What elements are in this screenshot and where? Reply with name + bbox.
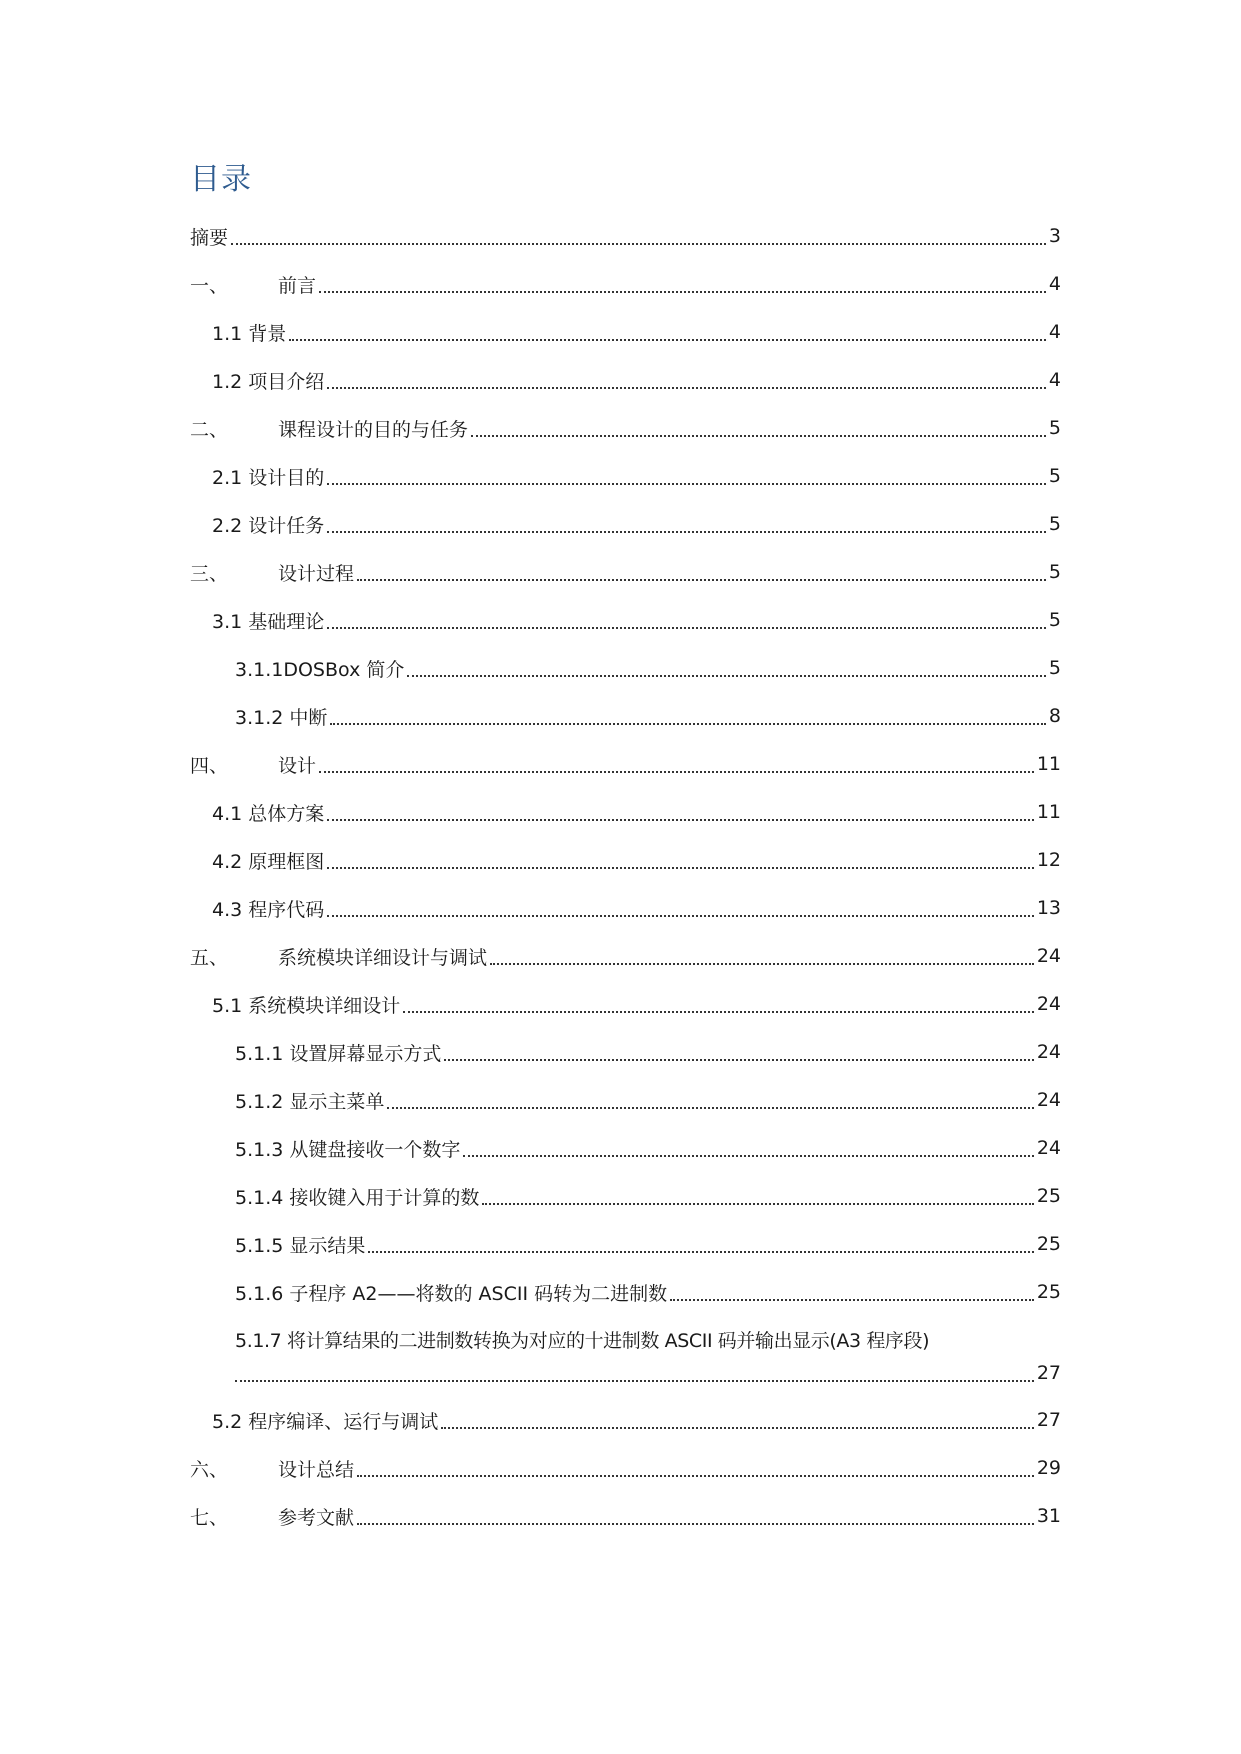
toc-entry-page: 13 [1036,897,1061,919]
toc-entry[interactable] [190,212,1061,260]
toc-entry[interactable] [190,980,1061,1028]
dot-leader [357,1474,1034,1477]
toc-entry[interactable] [190,1316,1061,1396]
dot-leader [357,1522,1034,1525]
toc-entry[interactable] [190,1220,1061,1268]
dot-leader [327,530,1046,533]
dot-leader [235,1379,1034,1382]
toc-entry-page: 29 [1036,1457,1061,1479]
dot-leader [490,962,1034,965]
dot-leader [368,1250,1033,1253]
toc-entry[interactable] [190,308,1061,356]
toc-entry-text: 5.1.5 显示结果 [235,1234,366,1257]
dot-leader [482,1202,1033,1205]
toc-entry-number: 五、 [190,946,229,969]
toc-entry-text: 1.2 项目介绍 [212,370,325,393]
dot-leader [327,818,1034,821]
dot-leader [327,482,1046,485]
table-of-contents [190,212,1061,1540]
toc-entry-text: 5.1.1 设置屏幕显示方式 [235,1042,442,1065]
toc-entry[interactable] [190,1172,1061,1220]
toc-entry-page: 5 [1048,657,1061,679]
toc-entry-text: 5.1 系统模块详细设计 [212,994,401,1017]
toc-entry-page: 24 [1036,1041,1061,1063]
toc-entry[interactable] [190,452,1061,500]
toc-entry[interactable] [190,1124,1061,1172]
toc-entry[interactable] [190,500,1061,548]
toc-entry-page: 12 [1036,849,1061,871]
dot-leader [327,626,1046,629]
dot-leader [231,242,1046,245]
toc-entry[interactable] [190,356,1061,404]
dot-leader [319,290,1046,293]
toc-entry[interactable] [190,1492,1061,1540]
toc-entry-text: 5.1.6 子程序 A2——将数的 ASCII 码转为二进制数 [235,1282,668,1305]
toc-entry[interactable] [190,596,1061,644]
toc-entry-page: 24 [1036,945,1061,967]
toc-entry[interactable] [190,644,1061,692]
dot-leader [327,866,1034,869]
toc-entry-page: 27 [1036,1362,1061,1384]
toc-entry-text: 2.2 设计任务 [212,514,325,537]
toc-entry[interactable] [190,740,1061,788]
toc-entry[interactable] [190,1076,1061,1124]
toc-entry-text: 3.1.2 中断 [235,706,328,729]
toc-entry-text: 4.3 程序代码 [212,898,325,921]
toc-entry-text: 1.1 背景 [212,322,287,345]
toc-entry-text: 设计 [278,754,317,777]
toc-entry[interactable] [190,692,1061,740]
toc-entry-page: 3 [1048,225,1061,247]
toc-entry-text: 4.2 原理框图 [212,850,325,873]
toc-entry-page: 4 [1048,369,1061,391]
toc-entry[interactable] [190,1028,1061,1076]
toc-entry-page: 27 [1036,1409,1061,1431]
toc-entry-text: 3.1 基础理论 [212,610,325,633]
toc-entry[interactable] [190,1444,1061,1492]
toc-entry-text: 4.1 总体方案 [212,802,325,825]
toc-entry-page: 11 [1036,753,1061,775]
toc-entry-page: 5 [1048,465,1061,487]
toc-entry-text: 课程设计的目的与任务 [278,418,469,441]
toc-entry-text: 5.1.7 将计算结果的二进制数转换为对应的十进制数 ASCII 码并输出显示(A3 程序段) [235,1329,930,1352]
toc-entry-text: 摘要 [190,226,229,249]
dot-leader [407,674,1046,677]
toc-entry-number: 一、 [190,274,229,297]
toc-entry[interactable] [190,788,1061,836]
toc-entry-number: 四、 [190,754,229,777]
dot-leader [319,770,1034,773]
toc-entry-page: 8 [1048,705,1061,727]
toc-entry-page: 24 [1036,1089,1061,1111]
toc-entry-text: 5.1.4 接收键入用于计算的数 [235,1186,480,1209]
toc-entry-page: 25 [1036,1281,1061,1303]
toc-entry-text: 前言 [278,274,317,297]
toc-entry-page: 24 [1036,993,1061,1015]
dot-leader [403,1010,1034,1013]
dot-leader [471,434,1046,437]
toc-entry-text: 设计总结 [278,1458,355,1481]
dot-leader [289,338,1046,341]
toc-entry-text: 5.2 程序编译、运行与调试 [212,1410,439,1433]
dot-leader [387,1106,1033,1109]
toc-entry-page: 31 [1036,1505,1061,1527]
toc-title: 目录 [190,162,252,197]
toc-entry-text: 2.1 设计目的 [212,466,325,489]
dot-leader [357,578,1046,581]
toc-entry-page: 24 [1036,1137,1061,1159]
toc-entry-page: 5 [1048,513,1061,535]
toc-entry[interactable] [190,548,1061,596]
toc-entry-page: 25 [1036,1185,1061,1207]
toc-entry-page: 11 [1036,801,1061,823]
toc-entry-text: 系统模块详细设计与调试 [278,946,488,969]
dot-leader [330,722,1046,725]
dot-leader [441,1426,1034,1429]
dot-leader [444,1058,1033,1061]
toc-entry-number: 七、 [190,1506,229,1529]
toc-entry[interactable] [190,404,1061,452]
toc-entry-page: 5 [1048,561,1061,583]
dot-leader [463,1154,1033,1157]
toc-entry-text: 设计过程 [278,562,355,585]
dot-leader [670,1298,1034,1301]
toc-entry-page: 5 [1048,609,1061,631]
toc-entry-text: 5.1.2 显示主菜单 [235,1090,385,1113]
toc-entry-text: 参考文献 [278,1506,355,1529]
toc-entry[interactable] [190,1396,1061,1444]
toc-entry[interactable] [190,836,1061,884]
toc-entry-page: 4 [1048,273,1061,295]
toc-entry-text: 3.1.1DOSBox 简介 [235,658,405,681]
toc-entry[interactable] [190,260,1061,308]
dot-leader [327,914,1034,917]
toc-entry-page: 4 [1048,321,1061,343]
toc-entry-number: 二、 [190,418,229,441]
toc-entry-number: 三、 [190,562,229,585]
toc-entry[interactable] [190,932,1061,980]
toc-entry-number: 六、 [190,1458,229,1481]
toc-entry-text: 5.1.3 从键盘接收一个数字 [235,1138,461,1161]
toc-entry-page: 5 [1048,417,1061,439]
toc-entry-page: 25 [1036,1233,1061,1255]
toc-entry[interactable] [190,884,1061,932]
toc-entry[interactable] [190,1268,1061,1316]
dot-leader [327,386,1046,389]
